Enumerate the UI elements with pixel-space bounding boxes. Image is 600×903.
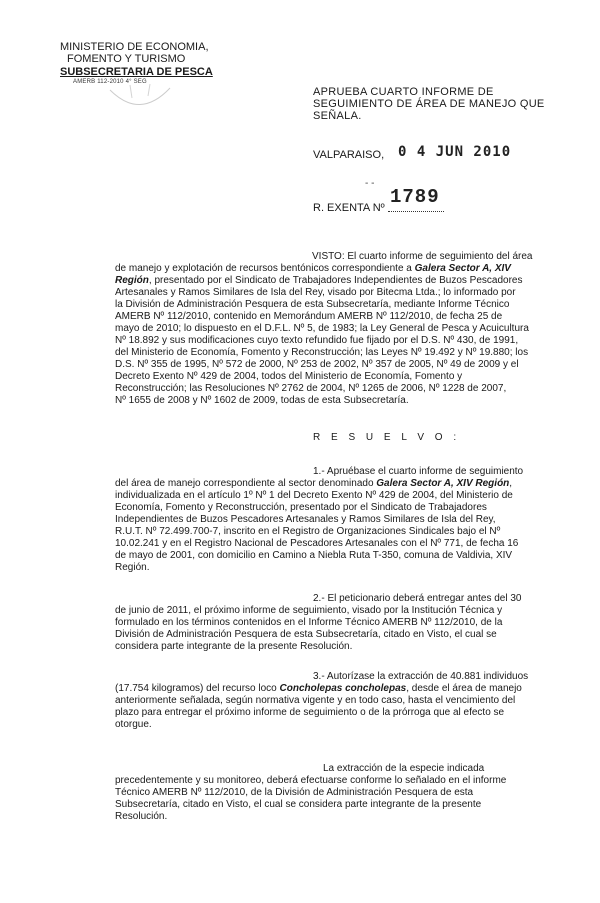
resuelvo-heading: R E S U E L V O : [313,432,461,443]
visto-line-6: AMERB Nº 112/2010, contenido en Memorándum AMERB Nº 112/2010, de fecha 25 de [115,311,503,322]
p2-line-4: División de Administración Pesquera de esta Subsecretaría, citado en Visto, el cual se [115,629,497,640]
number-dash: - - [365,178,375,189]
subsecretaria-title: SUBSECRETARIA DE PESCA [60,66,213,78]
p3-line-1: 3.- Autorízase la extracción de 40.881 individuos [313,671,529,682]
p1-line-3: individualizada en el artículo 1º Nº 1 del Decreto Exento Nº 429 de 2004, del Ministerio de [115,490,513,501]
seal-mark [100,80,180,120]
visto-line-13: Nº 1655 de 2008 y Nº 1602 de 2009, todas de esta Subsecretaría. [115,395,409,406]
subject-line-3: SEÑALA. [313,110,362,122]
visto-line-10: D.S. Nº 355 de 1995, Nº 572 de 2000, Nº 253 de 2002, Nº 357 de 2005, Nº 49 de 2009 y el [115,359,519,370]
exenta-number: 1789 [390,186,440,208]
p1-line-6: R.U.T. Nº 72.499.700-7, inscrito en el Registro de Organizaciones Sindicales bajo el Nº [115,526,501,537]
p1-line-7: 10.02.241 y en el Registro Nacional de Pescadores Artesanales con el Nº 771, de fecha 16 [115,538,519,549]
p1-line-1: 1.- Apruébase el cuarto informe de seguimiento [313,466,524,477]
p4-line-3: Técnico AMERB Nº 112/2010, de la División de Administración Pesquera de esta [115,787,474,798]
p3-line-3: anteriormente señalada, según normativa vigente y en todo caso, hasta el vencimiento del [115,695,516,706]
p3-line-2: (17.754 kilogramos) del recurso loco Concholepas concholepas, desde el área de manejo [115,683,522,694]
p2-line-5: considera parte integrante de la presente Resolución. [115,641,353,652]
p4-line-2: precedentemente y su monitoreo, deberá efectuarse conforme lo señalado en el informe [115,775,507,786]
visto-line-9: del Ministerio de Economía, Fomento y Reconstrucción; las Leyes Nº 19.492 y Nº 19.880; los [115,347,529,358]
number-underline [388,211,444,212]
ministry-line-2: FOMENTO Y TURISMO [67,53,186,65]
p3-line-5: otorgue. [115,719,152,730]
date-stamp: 0 4 JUN 2010 [398,144,512,160]
p2-line-1: 2.- El peticionario deberá entregar antes del 30 [313,593,522,604]
visto-line-5: la División de Administración Pesquera de esta Subsecretaría, mediante Informe Técnico [115,299,510,310]
p4-line-5: Resolución. [115,811,168,822]
p1-line-9: Región. [115,562,150,573]
subject-line-1: APRUEBA CUARTO INFORME DE [313,86,494,98]
exenta-label: R. EXENTA Nº [313,202,385,214]
p1-line-2: del área de manejo correspondiente al sector denominado Galera Sector A, XIV Región, [115,478,513,489]
p4-line-1: La extracción de la especie indicada [323,763,485,774]
visto-line-4: Artesanales y Ramos Similares de Isla del Rey, visado por Bitecma Ltda.; lo informado por [115,287,516,298]
ministry-line-1: MINISTERIO DE ECONOMIA, [60,41,209,53]
p1-line-8: de mayo de 2001, con domicilio en Camino a Niebla Ruta T-350, comuna de Valdivia, XIV [115,550,513,561]
p2-line-2: de junio de 2011, el próximo informe de seguimiento, visado por la Institución Técnica y [115,605,503,616]
reference-code: AMERB 112-2010 4° SEG [73,79,147,85]
visto-line-2: de manejo y explotación de recursos bentónicos correspondiente a Galera Sector A, XIV [115,263,511,274]
visto-line-3: Región, presentado por el Sindicato de Trabajadores Independientes de Buzos Pescadores [115,275,523,286]
p4-line-4: Subsecretaría, citado en Visto, el cual se considera parte integrante de la presente [115,799,482,810]
visto-line-8: Nº 18.892 y sus modificaciones cuyo texto refundido fue fijado por el D.S. Nº 430, de 1991, [115,335,519,346]
p2-line-3: formulado en los términos contenidos en el Informe Técnico AMERB Nº 112/2010, de la [115,617,503,628]
p1-line-5: Independientes de Buzos Pescadores Artesanales y Ramos Similares de Isla del Rey, [115,514,496,525]
visto-line-11: Decreto Exento Nº 429 de 2004, todos del Ministerio de Economía, Fomento y [115,371,463,382]
place-label: VALPARAISO, [313,149,385,161]
visto-line-12: Reconstrucción; las Resoluciones Nº 2762 de 2004, Nº 1265 de 2006, Nº 1228 de 2007, [115,383,507,394]
visto-line-7: mayo de 2010; lo dispuesto en el D.F.L. Nº 5, de 1983; la Ley General de Pesca y Acuicultura [115,323,529,334]
visto-line-1: VISTO: El cuarto informe de seguimiento del área [312,251,533,262]
p3-line-4: plazo para entregar el próximo informe de seguimiento o de la prórroga que al efecto se [115,707,505,718]
subject-line-2: SEGUIMIENTO DE ÁREA DE MANEJO QUE [313,98,545,110]
p1-line-4: Economía, Fomento y Reconstrucción, presentado por el Sindicato de Trabajadores [115,502,487,513]
